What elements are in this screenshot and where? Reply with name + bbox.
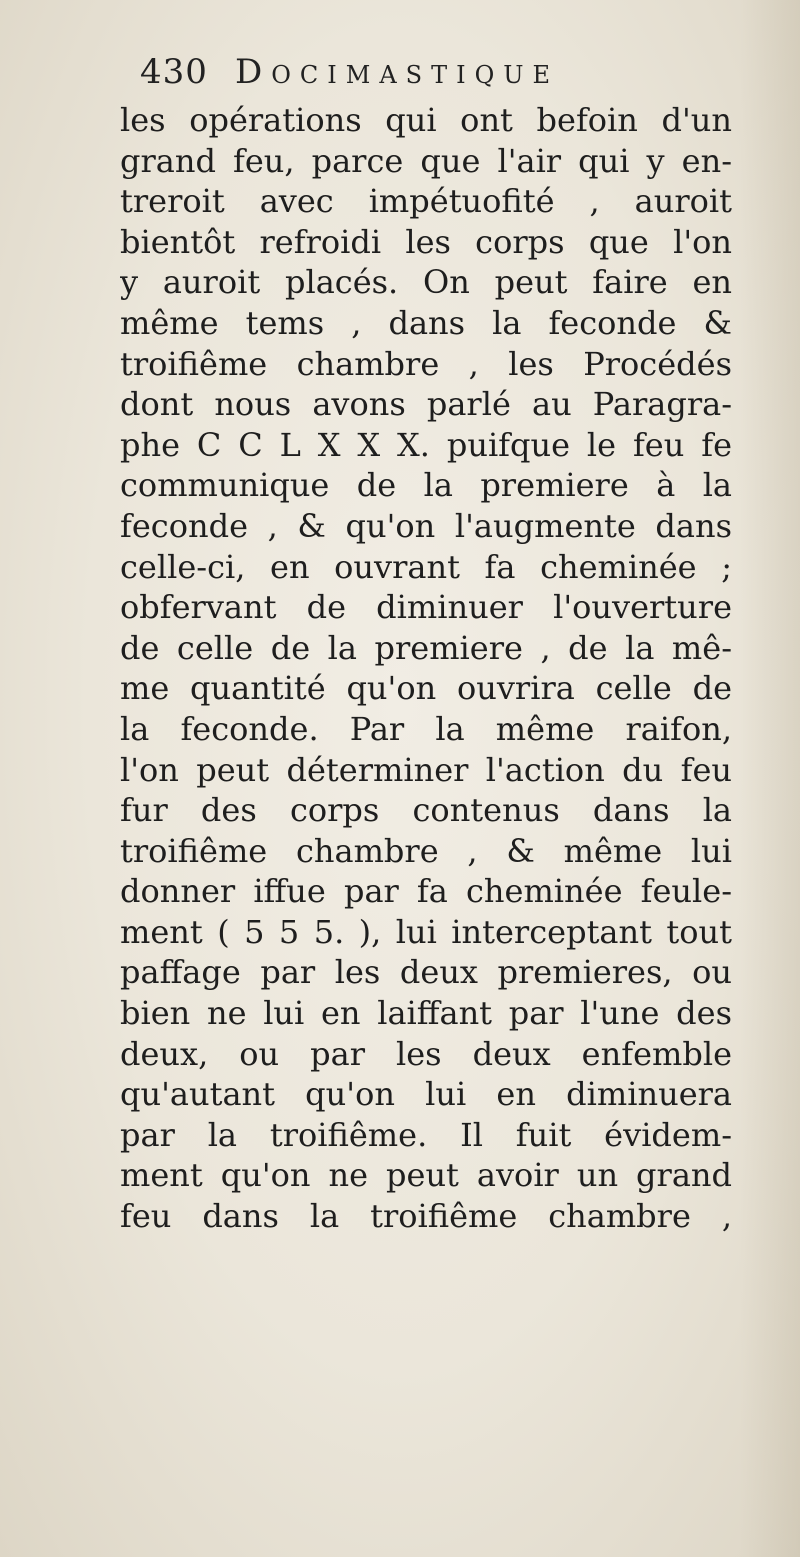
- text-line: grand feu, parce que l'air qui y en-: [120, 141, 732, 180]
- text-line: feconde , & qu'on l'augmente dans: [120, 506, 732, 545]
- text-line: deux, ou par les deux enfemble: [120, 1034, 732, 1073]
- text-line: celle-ci, en ouvrant fa cheminée ;: [120, 547, 732, 586]
- text-line: l'on peut déterminer l'action du feu: [120, 750, 732, 789]
- text-line: me quantité qu'on ouvrira celle de: [120, 669, 732, 708]
- text-line: même tems , dans la feconde &: [120, 303, 732, 342]
- text-line: feu dans la troifiême chambre ,: [120, 1197, 732, 1236]
- text-line: bientôt refroidi les corps que l'on: [120, 222, 732, 261]
- text-line: troifiême chambre , & même lui: [120, 831, 732, 870]
- text-line: de celle de la premiere , de la mê-: [120, 628, 732, 667]
- running-title: Docimastique: [235, 52, 560, 92]
- page-number: 430: [140, 52, 208, 92]
- text-line: dont nous avons parlé au Paragra-: [120, 385, 732, 424]
- text-line: troifiême chambre , les Procédés: [120, 344, 732, 383]
- text-line: ment qu'on ne peut avoir un grand: [120, 1156, 732, 1195]
- text-line: communique de la premiere à la: [120, 466, 732, 505]
- text-line: par la troifiême. Il fuit évidem-: [120, 1115, 732, 1154]
- text-line: ment ( 5 5 5. ), lui interceptant tout: [120, 912, 732, 951]
- text-line: bien ne lui en laiffant par l'une des: [120, 994, 732, 1033]
- text-line: donner iffue par fa cheminée feule-: [120, 872, 732, 911]
- text-line: phe C C L X X X. puifque le feu fe: [120, 425, 732, 464]
- text-line: treroit avec impétuofité , auroit: [120, 182, 732, 221]
- running-head: [140, 52, 660, 102]
- text-line: la feconde. Par la même raifon,: [120, 709, 732, 748]
- text-line: obfervant de diminuer l'ouverture: [120, 588, 732, 627]
- text-line: qu'autant qu'on lui en diminuera: [120, 1075, 732, 1114]
- text-line: y auroit placés. On peut faire en: [120, 263, 732, 302]
- text-line: les opérations qui ont befoin d'un: [120, 101, 732, 139]
- text-line: paffage par les deux premieres, ou: [120, 953, 732, 992]
- text-line: fur des corps contenus dans la: [120, 791, 732, 830]
- body-text: [120, 100, 732, 1237]
